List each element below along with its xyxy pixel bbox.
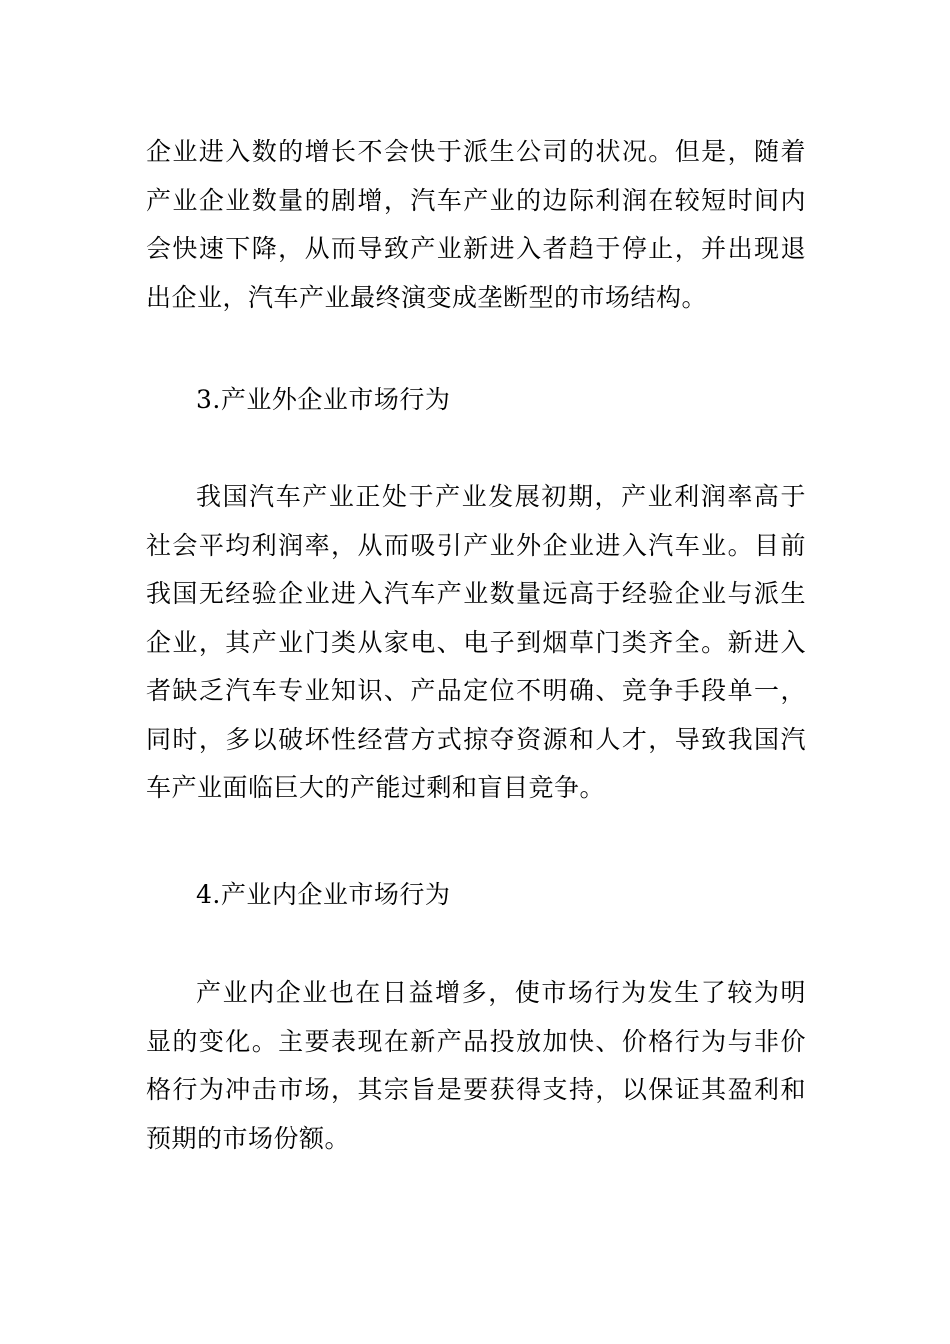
section-heading-4: 4.产业内企业市场行为: [196, 880, 451, 909]
section-heading-3: 3.产业外企业市场行为: [196, 385, 451, 414]
paragraph-section-3: 我国汽车产业正处于产业发展初期，产业利润率高于社会平均利润率，从而吸引产业外企业进入汽车业。目前我国无经验企业进入汽车产业数量远高于经验企业与派生企业，其产业门类从家电、电子到烟草门类齐全。新进入者缺乏汽车专业知识、产品定位不明确、竞争手段单一，同时，多以破坏性经营方式掠夺资源和人才，导致我国汽车产业面临巨大的产能过剩和盲目竞争。: [146, 482, 806, 802]
paragraph-section-4: 产业内企业也在日益增多，使市场行为发生了较为明显的变化。主要表现在新产品投放加快、价格行为与非价格行为冲击市场，其宗旨是要获得支持，以保证其盈利和预期的市场份额。: [146, 978, 806, 1153]
paragraph-continuation: 企业进入数的增长不会快于派生公司的状况。但是，随着产业企业数量的剧增，汽车产业的边际利润在较短时间内会快速下降，从而导致产业新进入者趋于停止，并出现退出企业，汽车产业最终演变成垄断型的市场结构。: [146, 137, 806, 312]
